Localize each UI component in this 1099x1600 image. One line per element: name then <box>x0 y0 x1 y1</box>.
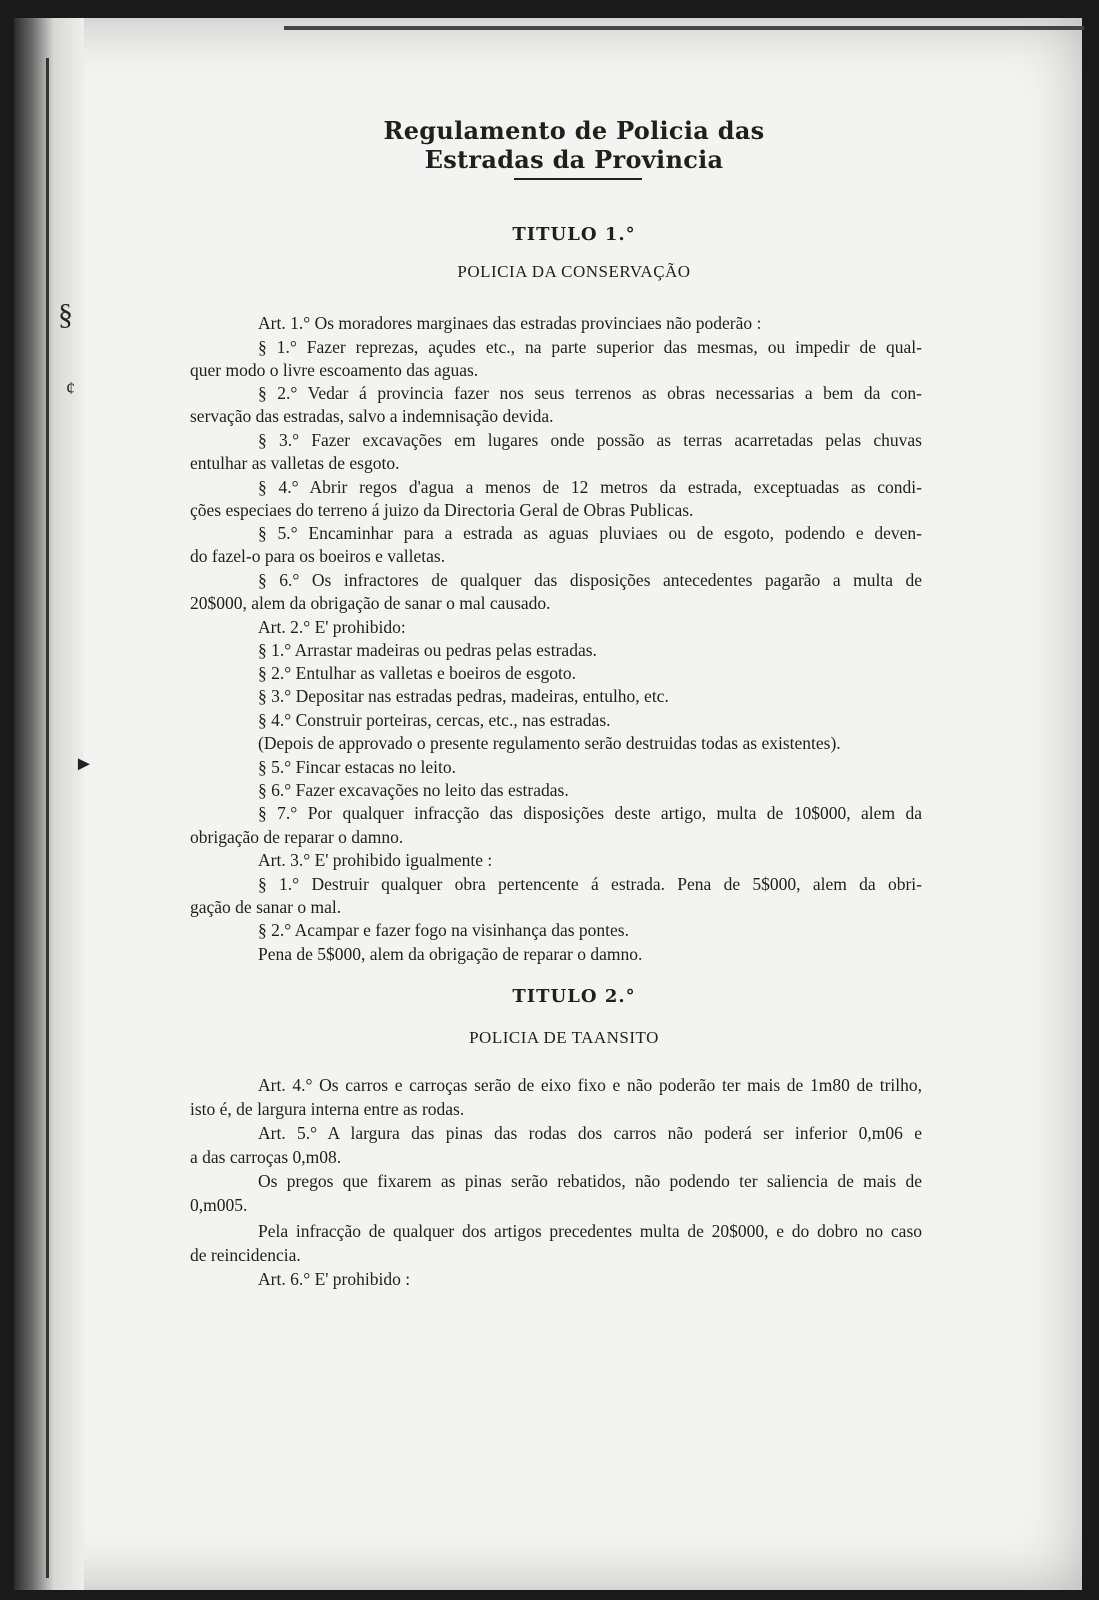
text-line: Pela infracção de qualquer dos artigos precedentes multa de 20$000, e do dobro no caso <box>258 1221 922 1241</box>
document-content <box>14 18 1082 1590</box>
text-line: a das carroças 0,m08. <box>190 1147 342 1167</box>
text-line: ções especiaes do terreno á juizo da Directoria Geral de Obras Publicas. <box>190 500 694 520</box>
text-line: Os pregos que fixarem as pinas serão rebatidos, não podendo ter saliencia de mais de <box>258 1171 922 1191</box>
text-line: § 5.° Fincar estacas no leito. <box>258 757 456 777</box>
margin-mark-icon: ► <box>74 753 94 775</box>
document-page <box>14 18 1082 1590</box>
text-line: § 1.° Destruir qualquer obra pertencente á estrada. Pena de 5$000, alem da obri- <box>258 874 922 894</box>
text-line: Art. 2.° E' prohibido: <box>258 617 406 637</box>
margin-mark-icon: § <box>58 298 73 331</box>
text-line: § 4.° Abrir regos d'agua a menos de 12 metros da estrada, exceptuadas as condi- <box>258 477 922 497</box>
text-line: § 3.° Fazer excavações em lugares onde possão as terras acarretadas pelas chuvas <box>258 430 922 450</box>
text-line: § 2.° Entulhar as valletas e boeiros de esgoto. <box>258 663 577 683</box>
text-line: 0,m005. <box>190 1195 248 1215</box>
text-line: § 7.° Por qualquer infracção das disposições deste artigo, multa de 10$000, alem da <box>258 803 922 823</box>
text-line: Art. 3.° E' prohibido igualmente : <box>258 850 493 870</box>
text-line: Art. 6.° E' prohibido : <box>258 1269 411 1289</box>
text-line: § 6.° Os infractores de qualquer das disposições antecedentes pagarão a multa de <box>258 570 922 590</box>
text-line: do fazel-o para os boeiros e valletas. <box>190 546 446 566</box>
text-line: § 2.° Acampar e fazer fogo na visinhança das pontes. <box>258 920 629 940</box>
margin-mark-icon: ¢ <box>66 378 75 398</box>
text-line: § 1.° Arrastar madeiras ou pedras pelas estradas. <box>258 640 597 660</box>
text-line: isto é, de largura interna entre as rodas. <box>190 1099 465 1119</box>
title-rule <box>514 178 642 180</box>
text-line: Pena de 5$000, alem da obrigação de reparar o damno. <box>258 944 643 964</box>
text-line: 20$000, alem da obrigação de sanar o mal causado. <box>190 593 551 613</box>
text-line: § 2.° Vedar á provincia fazer nos seus terrenos as obras necessarias a bem da con- <box>258 383 922 403</box>
text-line: entulhar as valletas de esgoto. <box>190 453 400 473</box>
section-heading: TITULO 2.° <box>512 986 636 1007</box>
text-line: § 5.° Encaminhar para a estrada as aguas pluviaes ou de esgoto, podendo e deven- <box>258 523 922 543</box>
text-line: gação de sanar o mal. <box>190 897 342 917</box>
text-line: § 6.° Fazer excavações no leito das estradas. <box>258 780 569 800</box>
text-line: obrigação de reparar o damno. <box>190 827 404 847</box>
text-line: § 4.° Construir porteiras, cercas, etc., nas estradas. <box>258 710 611 730</box>
section-subheading: POLICIA DE TAANSITO <box>469 1028 659 1047</box>
text-line: Art. 5.° A largura das pinas das rodas dos carros não poderá ser inferior 0,m06 e <box>258 1123 922 1143</box>
section-heading: TITULO 1.° <box>512 224 636 245</box>
document-title: Regulamento de Policia das Estradas da Provincia <box>383 116 765 174</box>
text-line: de reincidencia. <box>190 1245 301 1265</box>
text-line: (Depois de approvado o presente regulamento serão destruidas todas as existentes). <box>258 733 841 753</box>
text-line: § 1.° Fazer reprezas, açudes etc., na parte superior das mesmas, ou impedir de qual- <box>258 337 922 357</box>
section-subheading: POLICIA DA CONSERVAÇÃO <box>457 262 691 281</box>
text-line: § 3.° Depositar nas estradas pedras, madeiras, entulho, etc. <box>258 686 669 706</box>
text-line: Art. 4.° Os carros e carroças serão de eixo fixo e não poderão ter mais de 1m80 de trilho, <box>258 1075 922 1095</box>
text-line: servação das estradas, salvo a indemnisação devida. <box>190 406 554 426</box>
text-line: quer modo o livre escoamento das aguas. <box>190 360 479 380</box>
text-line: Art. 1.° Os moradores marginaes das estradas provinciaes não poderão : <box>258 313 762 333</box>
